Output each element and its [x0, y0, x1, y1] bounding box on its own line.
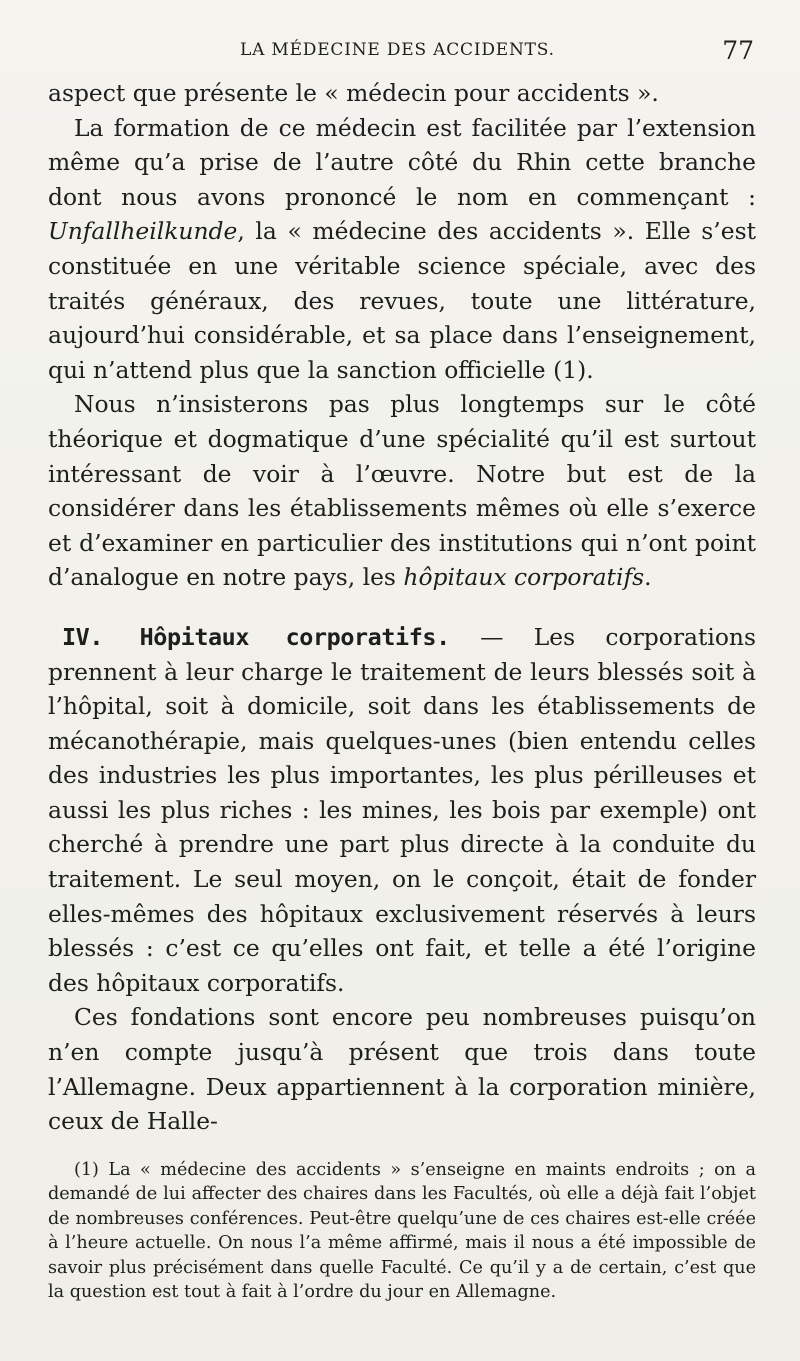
paragraph-5: [48, 1000, 756, 1138]
running-title: LA MÉDECINE DES ACCIDENTS.: [240, 40, 555, 60]
paragraph-3-text-a: Nous n’insisterons pas plus longtemps sur le côté théorique et dogmatique d’une spécialité qu’il est surtout intéressant de voir à l’œuvre. Notre but est de la considérer dans les établissements mêmes où elle s’exerce et d’examiner en particulier des institutions qui n’ont point d’analogue en notre pays, les: [48, 390, 756, 592]
paragraph-4-text: — Les corporations prennent à leur charge le traitement de leurs blessés soit à l’hôpital, soit à domicile, soit dans les établissements de mécanothérapie, mais quelques-unes (bien entendu celles des industries les plus importantes, les plus périlleuses et aussi les plus riches : les mines, les bois par exemple) ont cherché à prendre une part plus directe à la conduite du traitement. Le seul moyen, on le conçoit, était de fonder elles-mêmes des hôpitaux exclusivement réservés à leurs blessés : c’est ce qu’elles ont fait, et telle a été l’origine des hôpitaux corporatifs.: [48, 622, 757, 997]
paragraph-4: [48, 620, 756, 1001]
footnotes: [48, 1158, 756, 1304]
main-text: [48, 76, 756, 1139]
paragraph-1-text: aspect que présente le « médecin pour accidents ».: [48, 79, 659, 107]
paragraph-2-text-b: , la « médecine des accidents ». Elle s’est constituée en une véritable science spéciale, avec des traités généraux, des revues, toute une littérature, aujourd’hui considérable, et sa place dans l’enseignement, qui n’attend plus que la sanction officielle (1).: [48, 217, 756, 384]
page-number: 77: [722, 36, 754, 65]
paragraph-1: [48, 76, 756, 111]
paragraph-2-text-a: La formation de ce médecin est facilitée par l’extension même qu’a prise de l’autre côté du Rhin cette branche dont nous avons prononcé le nom en commençant :: [48, 113, 756, 211]
paragraph-5-text: Ces fondations sont encore peu nombreuses puisqu’on n’en compte jusqu’à présent que trois dans toute l’Allemagne. Deux appartiennent à la corporation minière, ceux de Halle-: [48, 1003, 756, 1136]
footnote-1: (1) La « médecine des accidents » s’enseigne en maints endroits ; on a demandé de lui affecter des chaires dans les Facultés, où elle a déjà fait l’objet de nombreuses conférences. Peut-être quelqu’une de ces chaires est-elle créée à l’heure actuelle. On nous l’a même affirmé, mais il nous a été impossible de savoir plus précisément dans quelle Faculté. Ce qu’il y a de certain, c’est que la question est tout à fait à l’ordre du jour en Allemagne.: [48, 1160, 756, 1303]
paragraph-3-text-b: .: [644, 563, 652, 592]
paragraph-2-italic-term: Unfallheilkunde: [48, 217, 238, 246]
paragraph-3: [48, 387, 756, 595]
paragraph-2: [48, 111, 756, 388]
page-header: [240, 36, 770, 70]
section-heading: IV. Hôpitaux corporatifs.: [62, 622, 450, 651]
paragraph-3-italic-term: hôpitaux corporatifs: [403, 563, 645, 592]
